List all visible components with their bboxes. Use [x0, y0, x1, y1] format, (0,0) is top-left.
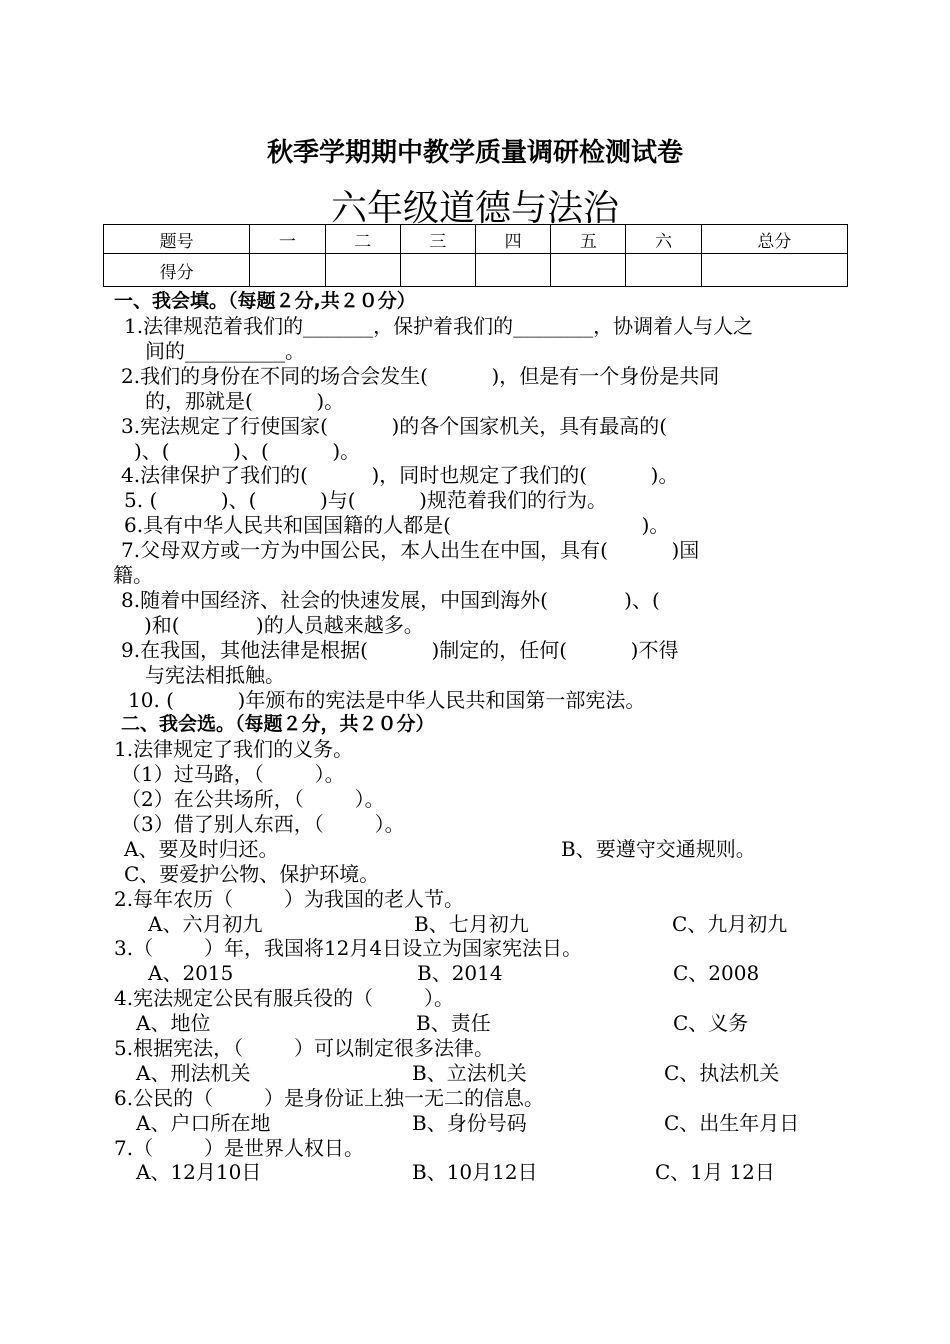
section1-heading: 一、我会填。（每题２分,共２０分） [114, 290, 416, 312]
option-c[interactable]: C、1月 12日 [655, 1160, 775, 1184]
fill-line: 间的__________。 [145, 339, 305, 363]
sub-question: （1）过马路，（ ）。 [121, 762, 345, 786]
fill-line: )和( )的人员越来越多。 [144, 613, 424, 637]
fill-line: 籍。 [113, 563, 153, 587]
question-stem: 4.宪法规定公民有服兵役的（ ）。 [114, 986, 454, 1010]
score-label-cell: 得分 [104, 254, 250, 287]
score-blank-cell[interactable] [400, 254, 475, 287]
fill-line: )、( )、( )。 [134, 439, 361, 463]
score-cell: 六 [626, 225, 701, 254]
option-c[interactable]: C、义务 [673, 1011, 749, 1035]
exam-subtitle: 六年级道德与法治 [330, 188, 619, 229]
score-cell: 一 [250, 225, 325, 254]
fill-line: 10. ( )年颁布的宪法是中华人民共和国第一部宪法。 [128, 688, 646, 712]
score-cell: 二 [325, 225, 400, 254]
option-b[interactable]: B、七月初九 [414, 912, 529, 936]
question-stem: 7.（ ）是世界人权日。 [114, 1136, 364, 1160]
score-table-header-row [104, 225, 848, 254]
fill-line: 的，那就是( )。 [145, 389, 345, 413]
option-a[interactable]: A、12月10日 [136, 1160, 262, 1184]
option-a[interactable]: A、2015 [148, 961, 234, 985]
score-cell: 题号 [104, 225, 250, 254]
score-blank-cell[interactable] [475, 254, 550, 287]
fill-line: 7.父母双方或一方为中国公民，本人出生在中国，具有( )国 [121, 538, 700, 562]
question-stem: 6.公民的（ ）是身份证上独一无二的信息。 [114, 1086, 544, 1110]
sub-question: （2）在公共场所，（ ）。 [121, 787, 385, 811]
score-cell: 三 [400, 225, 475, 254]
option-a[interactable]: A、要及时归还。 [124, 837, 279, 861]
question-stem: 5.根据宪法，（ ）可以制定很多法律。 [114, 1036, 494, 1060]
score-blank-cell[interactable] [701, 254, 847, 287]
option-b[interactable]: B、10月12日 [412, 1160, 538, 1184]
question-stem: 1.法律规定了我们的义务。 [114, 737, 354, 761]
score-table [103, 224, 848, 287]
score-cell: 总分 [701, 225, 847, 254]
option-b[interactable]: B、要遵守交通规则。 [561, 837, 756, 861]
fill-line: 3.宪法规定了行使国家( )的各个国家机关，具有最高的( [121, 414, 668, 438]
fill-line: 6.具有中华人民共和国国籍的人都是( )。 [124, 513, 670, 537]
option-b[interactable]: B、责任 [416, 1011, 491, 1035]
score-table-score-row [104, 254, 848, 287]
sub-question: （3）借了别人东西，（ ）。 [121, 812, 405, 836]
section2-heading: 二、我会选。（每题２分，共２０分） [121, 713, 435, 735]
option-a[interactable]: A、户口所在地 [136, 1111, 271, 1135]
option-b[interactable]: B、2014 [417, 961, 503, 985]
exam-title: 秋季学期期中教学质量调研检测试卷 [266, 138, 683, 168]
score-blank-cell[interactable] [551, 254, 626, 287]
option-c[interactable]: C、九月初九 [672, 912, 788, 936]
option-a[interactable]: A、刑法机关 [136, 1061, 251, 1085]
option-c[interactable]: C、执法机关 [664, 1061, 780, 1085]
fill-line: 9.在我国，其他法律是根据( )制定的，任何( )不得 [121, 638, 679, 662]
score-cell: 五 [551, 225, 626, 254]
score-blank-cell[interactable] [325, 254, 400, 287]
score-blank-cell[interactable] [250, 254, 325, 287]
question-stem: 2.每年农历（ ）为我国的老人节。 [114, 887, 464, 911]
fill-line: 8.随着中国经济、社会的快速发展，中国到海外( )、( [121, 588, 660, 612]
option-b[interactable]: B、立法机关 [412, 1061, 527, 1085]
option-c[interactable]: C、出生年月日 [664, 1111, 800, 1135]
fill-line: 4.法律保护了我们的( )，同时也规定了我们的( )。 [121, 463, 679, 487]
fill-line: 5. ( )、( )与( )规范着我们的行为。 [124, 488, 607, 512]
option-a[interactable]: A、六月初九 [148, 912, 263, 936]
option-c[interactable]: C、要爱护公物、保护环境。 [124, 862, 380, 886]
question-stem: 3.（ ）年，我国将12月4日设立为国家宪法日。 [114, 936, 583, 960]
score-cell: 四 [475, 225, 550, 254]
option-c[interactable]: C、2008 [673, 961, 760, 985]
fill-line: 与宪法相抵触。 [145, 663, 285, 687]
fill-line: 2.我们的身份在不同的场合会发生( )，但是有一个身份是共同 [121, 364, 720, 388]
option-b[interactable]: B、身份号码 [412, 1111, 527, 1135]
score-blank-cell[interactable] [626, 254, 701, 287]
fill-line: 1.法律规范着我们的_______，保护着我们的________，协调着人与人之 [124, 314, 754, 338]
option-a[interactable]: A、地位 [136, 1011, 211, 1035]
